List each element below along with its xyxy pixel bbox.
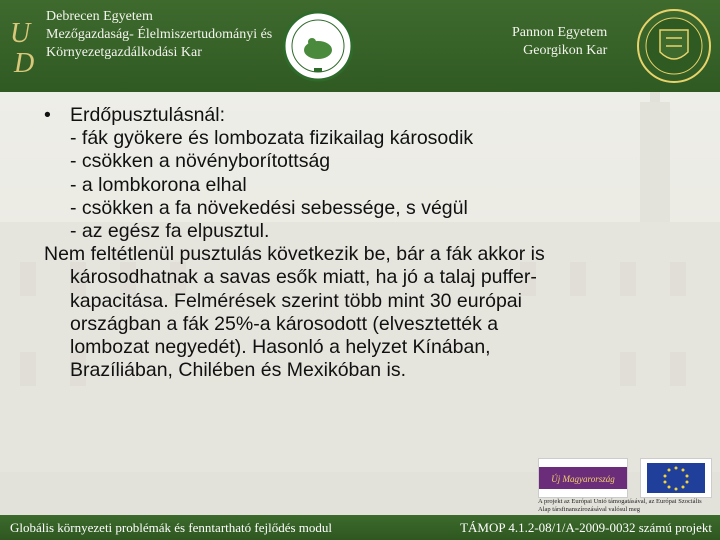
svg-text:D: D: [14, 48, 35, 78]
paragraph-line: Nem feltétlenül pusztulás következik be, bár a fák akkor is: [44, 243, 545, 266]
pannon-crest-icon: [636, 8, 712, 84]
slide-content: [44, 104, 684, 382]
sub-item: - csökken a fa növekedési sebessége, s végül: [70, 196, 468, 219]
paragraph-line: országban a fák 25%-a károsodott (elvesztették a: [70, 312, 499, 335]
eu-funding-note: A projekt az Európai Unió támogatásával, az Európai Szociális Alap társfinanszírozásával valósul meg: [538, 498, 702, 513]
eu-flag-icon: [641, 459, 711, 497]
sub-item: - a lombkorona elhal: [70, 173, 247, 196]
footer-banner: [0, 515, 720, 540]
pannon-university-name: Pannon Egyetem Georgikon Kar: [512, 25, 608, 58]
eu-flag-logo: [640, 458, 712, 498]
footer-project-id: TÁMOP 4.1.2-08/1/A-2009-0032 számú projekt: [460, 520, 712, 535]
debrecen-university-name: Debrecen Egyetem Mezőgazdaság- Élelmiszertudományi és Környezetgazdálkodási Kar: [46, 9, 273, 60]
bullet-dot-icon: •: [44, 104, 51, 126]
sub-item: - fák gyökere és lombozata fizikailag károsodik: [70, 127, 474, 150]
uj-magyarorszag-icon: [539, 459, 627, 497]
svg-text:U: U: [10, 18, 31, 49]
paragraph-line: kapacitása. Felmérések szerint több mint 30 európai: [70, 289, 522, 312]
footer-module-title: Globális környezeti problémák és fenntartható fejlődés modul: [10, 520, 333, 535]
ud-logo-icon: [6, 8, 40, 78]
university-seal-icon: [282, 10, 354, 82]
header-banner: [0, 0, 720, 92]
paragraph-line: lombozat negyedét). Hasonló a helyzet Kínában,: [70, 336, 491, 359]
uj-magyarorszag-logo: [538, 458, 628, 498]
sub-item: - csökken a növényborítottság: [70, 150, 331, 173]
sub-item: - az egész fa elpusztul.: [70, 220, 270, 243]
paragraph-line: Brazíliában, Chilében és Mexikóban is.: [70, 359, 407, 382]
bullet-item: • Erdőpusztulásnál:: [44, 104, 226, 126]
svg-text:Új Magyarország: Új Magyarország: [551, 474, 615, 484]
paragraph-line: károsodhatnak a savas esők miatt, ha jó a talaj puffer-: [70, 266, 537, 289]
